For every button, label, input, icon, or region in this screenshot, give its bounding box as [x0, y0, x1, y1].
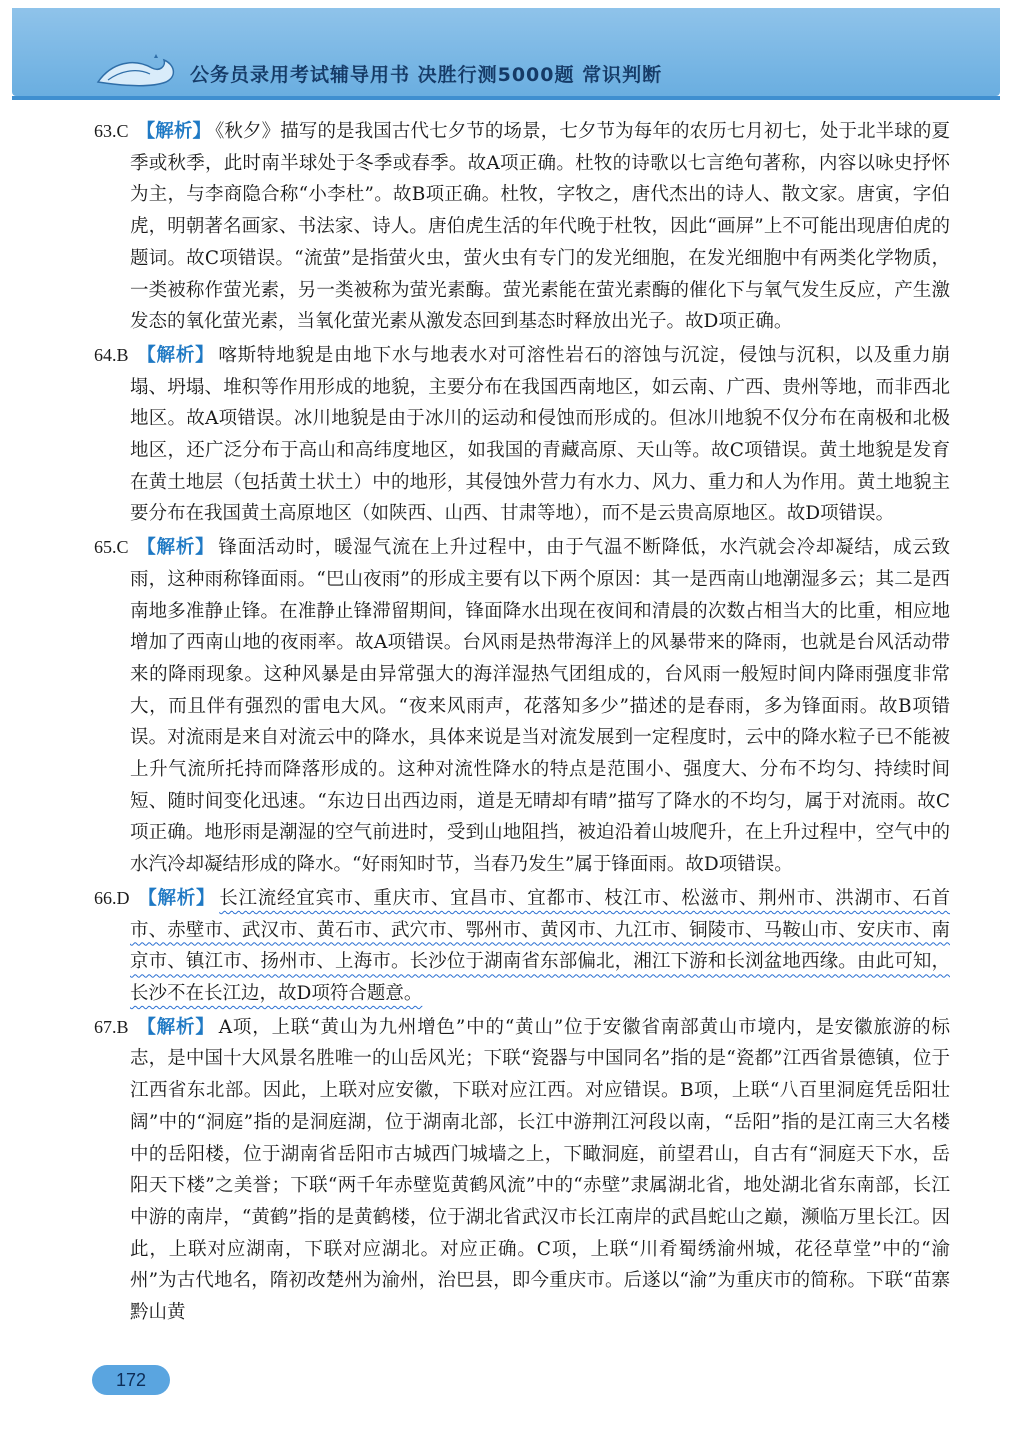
page-number: 172	[92, 1365, 170, 1395]
answer-number: 64.B	[94, 344, 129, 365]
answer-entry-65	[94, 532, 950, 881]
wave-crest-logo-icon	[94, 52, 186, 90]
analysis-tag: 【解析】	[136, 121, 212, 142]
analysis-tag: 【解析】	[136, 1016, 215, 1038]
analysis-tag: 【解析】	[136, 344, 215, 366]
header-title: 公务员录用考试辅导用书 决胜行测5000题 常识判断	[190, 64, 663, 86]
answer-text-underlined: 长江流经宜宾市、重庆市、宜昌市、宜都市、枝江市、松滋市、荆州市、洪湖市、石首市、赤壁市、武汉市、黄石市、武穴市、鄂州市、黄冈市、九江市、铜陵市、马鞍山市、安庆市、南京市、镇江市、扬州市、上海市。长沙位于湖南省东部偏北，湘江下游和长浏盆地西缘。由此可知，长沙不在长江边，故D项符合题意。	[130, 887, 950, 1004]
answer-text: 《秋夕》描写的是我国古代七夕节的场景，七夕节为每年的农历七月初七，处于北半球的夏季或秋季，此时南半球处于冬季或春季。故A项正确。杜牧的诗歌以七言绝句著称，内容以咏史抒怀为主，与李商隐合称“小李杜”。故B项正确。杜牧，字牧之，唐代杰出的诗人、散文家。唐寅，字伯虎，明朝著名画家、书法家、诗人。唐伯虎生活的年代晚于杜牧，因此“画屏”上不可能出现唐伯虎的题词。故C项错误。“流萤”是指萤火虫，萤火虫有专门的发光细胞，在发光细胞中有两类化学物质，一类被称作萤光素，另一类被称为萤光素酶。萤光素能在萤光素酶的催化下与氧气发生反应，产生激发态的氧化萤光素，当氧化萤光素从激发态回到基态时释放出光子。故D项正确。	[130, 121, 950, 333]
answer-text: 锋面活动时，暖湿气流在上升过程中，由于气温不断降低，水汽就会冷却凝结，成云致雨，这种雨称锋面雨。“巴山夜雨”的形成主要有以下两个原因：其一是西南山地潮湿多云；其二是西南地多准静止锋。在准静止锋滞留期间，锋面降水出现在夜间和清晨的次数占相当大的比重，相应地增加了西南山地的夜雨率。故A项错误。台风雨是热带海洋上的风暴带来的降雨，也就是台风活动带来的降雨现象。这种风暴是由异常强大的海洋湿热气团组成的，台风雨一般短时间内降雨强度非常大，而且伴有强烈的雷电大风。“夜来风雨声，花落知多少”描述的是春雨，多为锋面雨。故B项错误。对流雨是来自对流云中的降水，具体来说是当对流发展到一定程度时，云中的降水粒子已不能被上升气流所托持而降落形成的。这种对流性降水的特点是范围小、强度大、分布不均匀、持续时间短、随时间变化迅速。“东边日出西边雨，道是无晴却有晴”描写了降水的不均匀，属于对流雨。故C项正确。地形雨是潮湿的空气前进时，受到山地阻挡，被迫沿着山坡爬升，在上升过程中，空气中的水汽冷却凝结形成的降水。“好雨知时节，当春乃发生”属于锋面雨。故D项错误。	[130, 537, 950, 876]
answer-number: 65.C	[94, 537, 129, 558]
answer-number: 67.B	[94, 1016, 129, 1037]
answer-entry-64	[94, 340, 950, 530]
answer-explanations	[94, 116, 950, 1331]
answer-number: 66.D	[94, 887, 130, 908]
answer-text: A项，上联“黄山为九州增色”中的“黄山”位于安徽省南部黄山市境内，是安徽旅游的标志，是中国十大风景名胜唯一的山岳风光；下联“瓷器与中国同名”指的是“瓷都”江西省景德镇，位于江西省东北部。因此，上联对应安徽，下联对应江西。对应错误。B项，上联“八百里洞庭凭岳阳壮阔”中的“洞庭”指的是洞庭湖，位于湖南北部，长江中游荆江河段以南，“岳阳”指的是江南三大名楼中的岳阳楼，位于湖南省岳阳市古城西门城墙之上，下瞰洞庭，前望君山，自古有“洞庭天下水，岳阳天下楼”之美誉；下联“两千年赤壁览黄鹤风流”中的“赤壁”隶属湖北省，地处湖北省东南部，长江中游的南岸，“黄鹤”指的是黄鹤楼，位于湖北省武汉市长江南岸的武昌蛇山之巅，濒临万里长江。因此，上联对应湖南，下联对应湖北。对应正确。C项，上联“川肴蜀绣渝州城，花径草堂”中的“渝州”为古代地名，隋初改楚州为渝州，治巴县，即今重庆市。后遂以“渝”为重庆市的简称。下联“苗寨黔山黄	[130, 1016, 950, 1324]
answer-number: 63.C	[94, 121, 129, 141]
answer-entry-63	[94, 116, 950, 338]
header-divider	[12, 96, 1000, 100]
answer-text: 喀斯特地貌是由地下水与地表水对可溶性岩石的溶蚀与沉淀，侵蚀与沉积，以及重力崩塌、坍塌、堆积等作用形成的地貌，主要分布在我国西南地区，如云南、广西、贵州等地，而非西北地区。故A项错误。冰川地貌是由于冰川的运动和侵蚀而形成的。但冰川地貌不仅分布在南极和北极地区，还广泛分布于高山和高纬度地区，如我国的青藏高原、天山等。故C项错误。黄土地貌是发育在黄土地层（包括黄土状土）中的地形，其侵蚀外营力有水力、风力、重力和人为作用。黄土地貌主要分布在我国黄土高原地区（如陕西、山西、甘肃等地），而不是云贵高原地区。故D项错误。	[130, 344, 950, 525]
answer-entry-66	[94, 883, 950, 1010]
analysis-tag: 【解析】	[137, 887, 216, 909]
answer-entry-67	[94, 1012, 950, 1329]
analysis-tag: 【解析】	[136, 537, 215, 559]
